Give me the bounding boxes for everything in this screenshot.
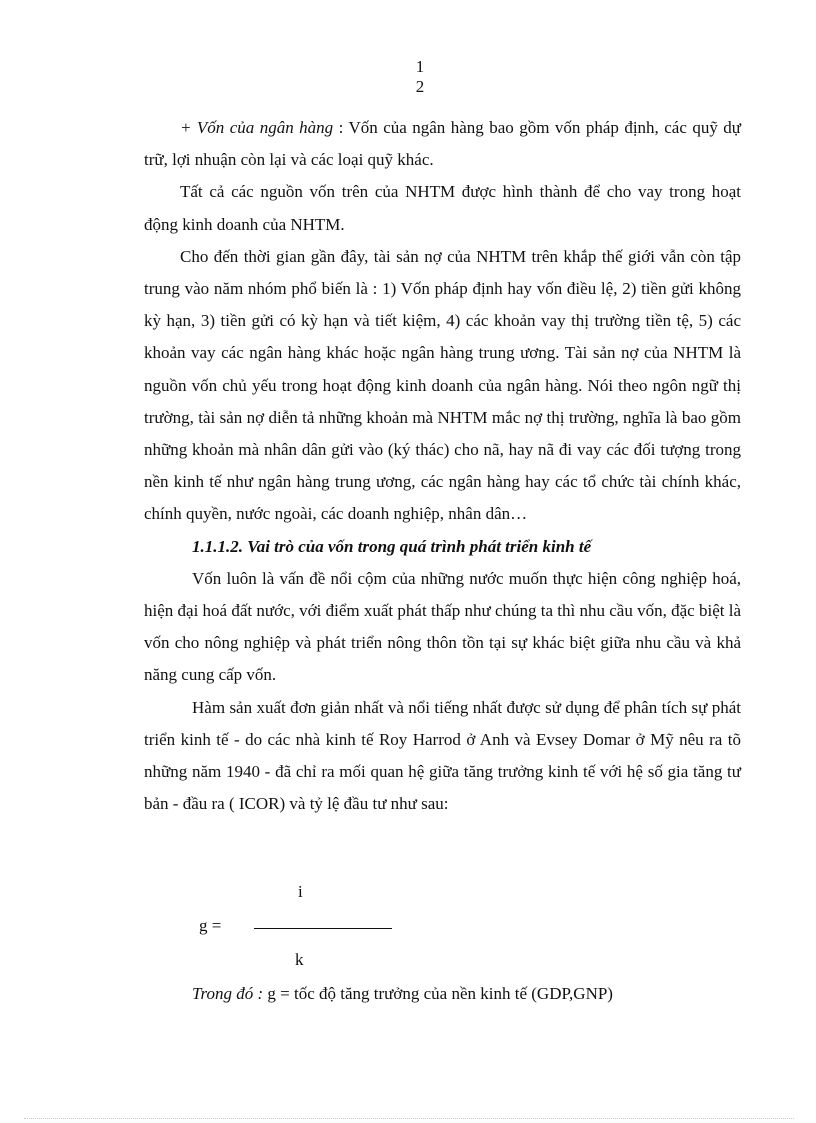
page-number-1: 1: [415, 57, 425, 76]
paragraph-capital-role: Vốn luôn là vấn đề nổi cộm của những nước muốn thực hiện công nghiệp hoá, hiện đại hoá đất nước, với điểm xuất phát thấp như chúng ta thì nhu cầu vốn, đặc biệt là vốn cho nông nghiệp và phát triển nông thôn tồn tại sự khác biệt giữa nhu cầu và khả năng cung cấp vốn.: [144, 568, 741, 685]
paragraph-sources: Tất cả các nguồn vốn trên của NHTM được hình thành để cho vay trong hoạt động kinh doanh của NHTM.: [144, 182, 741, 234]
paragraph-lead: + Vốn của ngân hàng: [180, 118, 334, 137]
paragraph-bank-capital: [144, 112, 741, 176]
growth-formula: [0, 882, 816, 977]
formula-numerator: i: [298, 882, 303, 901]
formula-legend: [192, 984, 613, 1004]
formula-lhs: g =: [199, 916, 222, 935]
legend-text: g = tốc độ tăng trưởng của nền kinh tế (GDP,GNP): [263, 984, 613, 1003]
footer-divider: [24, 1118, 794, 1119]
paragraph-production-function: Hàm sản xuất đơn giản nhất và nổi tiếng nhất được sử dụng để phân tích sự phát triển kinh tế - do các nhà kinh tế Roy Harrod ở Anh và Evsey Domar ở Mỹ nêu ra tõ những năm 1940 - đã chỉ ra mối quan hệ giữa tăng trưởng kinh tế với hệ số gia tăng tư bản - đầu ra ( ICOR) và tỷ lệ đầu tư như sau:: [144, 697, 741, 814]
fraction-bar: [254, 928, 392, 929]
formula-denominator: k: [295, 950, 304, 969]
legend-lead: Trong đó :: [192, 984, 264, 1003]
page-number-2: 2: [415, 77, 425, 96]
section-heading: 1.1.1.2. Vai trò của vốn trong quá trình phát triển kinh tế: [192, 536, 592, 556]
body-text: [144, 112, 741, 820]
paragraph-liabilities: Cho đến thời gian gần đây, tài sản nợ của NHTM trên khắp thế giới vẫn còn tập trung vào năm nhóm phổ biến là : 1) Vốn pháp định hay vốn điều lệ, 2) tiền gửi không kỳ hạn, 3) tiền gửi có kỳ hạn và tiết kiệm, 4) các khoản vay thị trường tiền tệ, 5) các khoản vay các ngân hàng khác hoặc ngân hàng trung ương. Tài sản nợ của NHTM là nguồn vốn chủ yếu trong hoạt động kinh doanh của ngân hàng. Nói theo ngôn ngữ thị trường, tài sản nợ diễn tả những khoản mà NHTM mắc nợ thị trường, nghĩa là bao gồm những khoản mà nhân dân gửi vào (ký thác) cho nã, hay nã đi vay các đối tượng trong nền kinh tế như ngân hàng trung ương, các ngân hàng hay các tổ chức tài chính khác, chính quyền, nước ngoài, các doanh nghiệp, nhân dân…: [144, 246, 741, 524]
paragraph-text: : Vốn của ngân hàng bao gồm vốn pháp định, các quỹ dự trữ, lợi nhuận còn lại và các loại quỹ khác.: [144, 118, 741, 170]
